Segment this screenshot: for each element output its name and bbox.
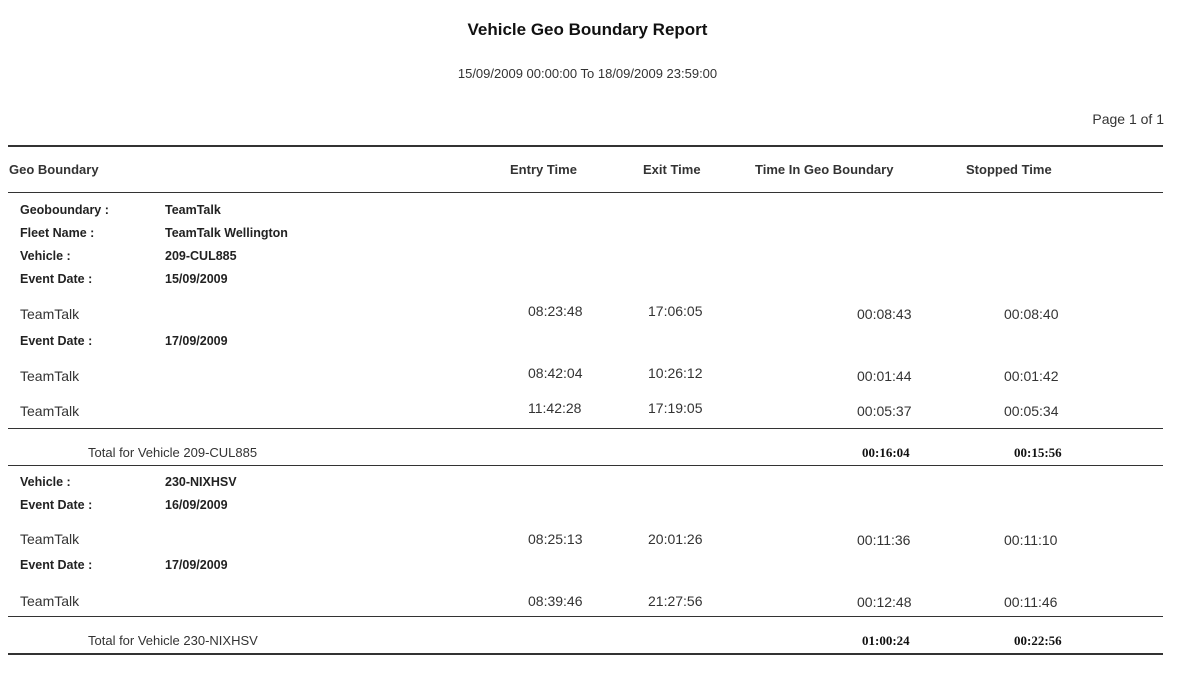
table-row-time-in-geo: 00:05:37 xyxy=(857,403,912,419)
table-row-entry-time: 08:23:48 xyxy=(528,303,583,319)
table-row-stopped-time: 00:11:10 xyxy=(1004,532,1058,548)
vehicle-total-stopped-time: 00:15:56 xyxy=(1014,445,1062,460)
table-row-boundary: TeamTalk xyxy=(20,403,80,419)
table-row-exit-time: 17:19:05 xyxy=(648,400,703,416)
group1-subtotal-top-rule xyxy=(8,428,1163,429)
event-date-value: 15/09/2009 xyxy=(165,272,228,286)
geoboundary-value: TeamTalk xyxy=(165,203,221,217)
table-row-stopped-time: 00:05:34 xyxy=(1004,403,1059,419)
table-row-stopped-time: 00:11:46 xyxy=(1004,594,1058,610)
event-date-label: Event Date : xyxy=(20,558,93,572)
vehicle-total-stopped-time: 00:22:56 xyxy=(1014,633,1062,648)
table-row-boundary: TeamTalk xyxy=(20,531,80,547)
table-row-entry-time: 08:25:13 xyxy=(528,531,583,547)
vehicle-label: Vehicle : xyxy=(20,249,71,263)
header-top-rule xyxy=(8,145,1163,147)
table-row-boundary: TeamTalk xyxy=(20,368,80,384)
table-row-stopped-time: 00:01:42 xyxy=(1004,368,1059,384)
table-row-boundary: TeamTalk xyxy=(20,593,80,609)
table-row-entry-time: 08:39:46 xyxy=(528,593,583,609)
report-date-range: 15/09/2009 00:00:00 To 18/09/2009 23:59:00 xyxy=(457,66,718,81)
col-exit-time: Exit Time xyxy=(643,162,701,177)
table-row-boundary: TeamTalk xyxy=(20,306,80,322)
table-row-exit-time: 10:26:12 xyxy=(648,365,703,381)
vehicle-total-time-in-geo: 01:00:24 xyxy=(862,633,910,648)
header-bottom-rule xyxy=(8,192,1163,193)
event-date-value: 16/09/2009 xyxy=(165,498,228,512)
table-row-entry-time: 08:42:04 xyxy=(528,365,583,381)
vehicle-value: 230-NIXHSV xyxy=(165,475,237,489)
table-row-time-in-geo: 00:11:36 xyxy=(857,532,911,548)
col-geo-boundary: Geo Boundary xyxy=(9,162,99,177)
geoboundary-label: Geoboundary : xyxy=(20,203,109,217)
table-row-exit-time: 21:27:56 xyxy=(648,593,703,609)
vehicle-total-time-in-geo: 00:16:04 xyxy=(862,445,910,460)
event-date-label: Event Date : xyxy=(20,272,93,286)
table-row-time-in-geo: 00:12:48 xyxy=(857,594,912,610)
event-date-label: Event Date : xyxy=(20,334,93,348)
group2-subtotal-top-rule xyxy=(8,616,1163,617)
table-row-entry-time: 11:42:28 xyxy=(528,400,582,416)
col-entry-time: Entry Time xyxy=(510,162,577,177)
event-date-value: 17/09/2009 xyxy=(165,334,228,348)
table-row-time-in-geo: 00:08:43 xyxy=(857,306,912,322)
col-time-in-geo-boundary: Time In Geo Boundary xyxy=(755,162,894,177)
vehicle-label: Vehicle : xyxy=(20,475,71,489)
col-stopped-time: Stopped Time xyxy=(966,162,1052,177)
event-date-value: 17/09/2009 xyxy=(165,558,228,572)
vehicle-total-label: Total for Vehicle 230-NIXHSV xyxy=(88,633,258,648)
table-row-time-in-geo: 00:01:44 xyxy=(857,368,912,384)
fleet-name-label: Fleet Name : xyxy=(20,226,95,240)
report-title: Vehicle Geo Boundary Report xyxy=(467,20,708,39)
table-row-exit-time: 17:06:05 xyxy=(648,303,703,319)
table-row-stopped-time: 00:08:40 xyxy=(1004,306,1059,322)
group1-subtotal-bottom-rule xyxy=(8,465,1163,466)
page-indicator: Page 1 of 1 xyxy=(1092,111,1164,127)
fleet-name-value: TeamTalk Wellington xyxy=(165,226,288,240)
event-date-label: Event Date : xyxy=(20,498,93,512)
table-row-exit-time: 20:01:26 xyxy=(648,531,703,547)
report-bottom-rule xyxy=(8,653,1163,655)
vehicle-total-label: Total for Vehicle 209-CUL885 xyxy=(88,445,258,460)
vehicle-value: 209-CUL885 xyxy=(165,249,237,263)
